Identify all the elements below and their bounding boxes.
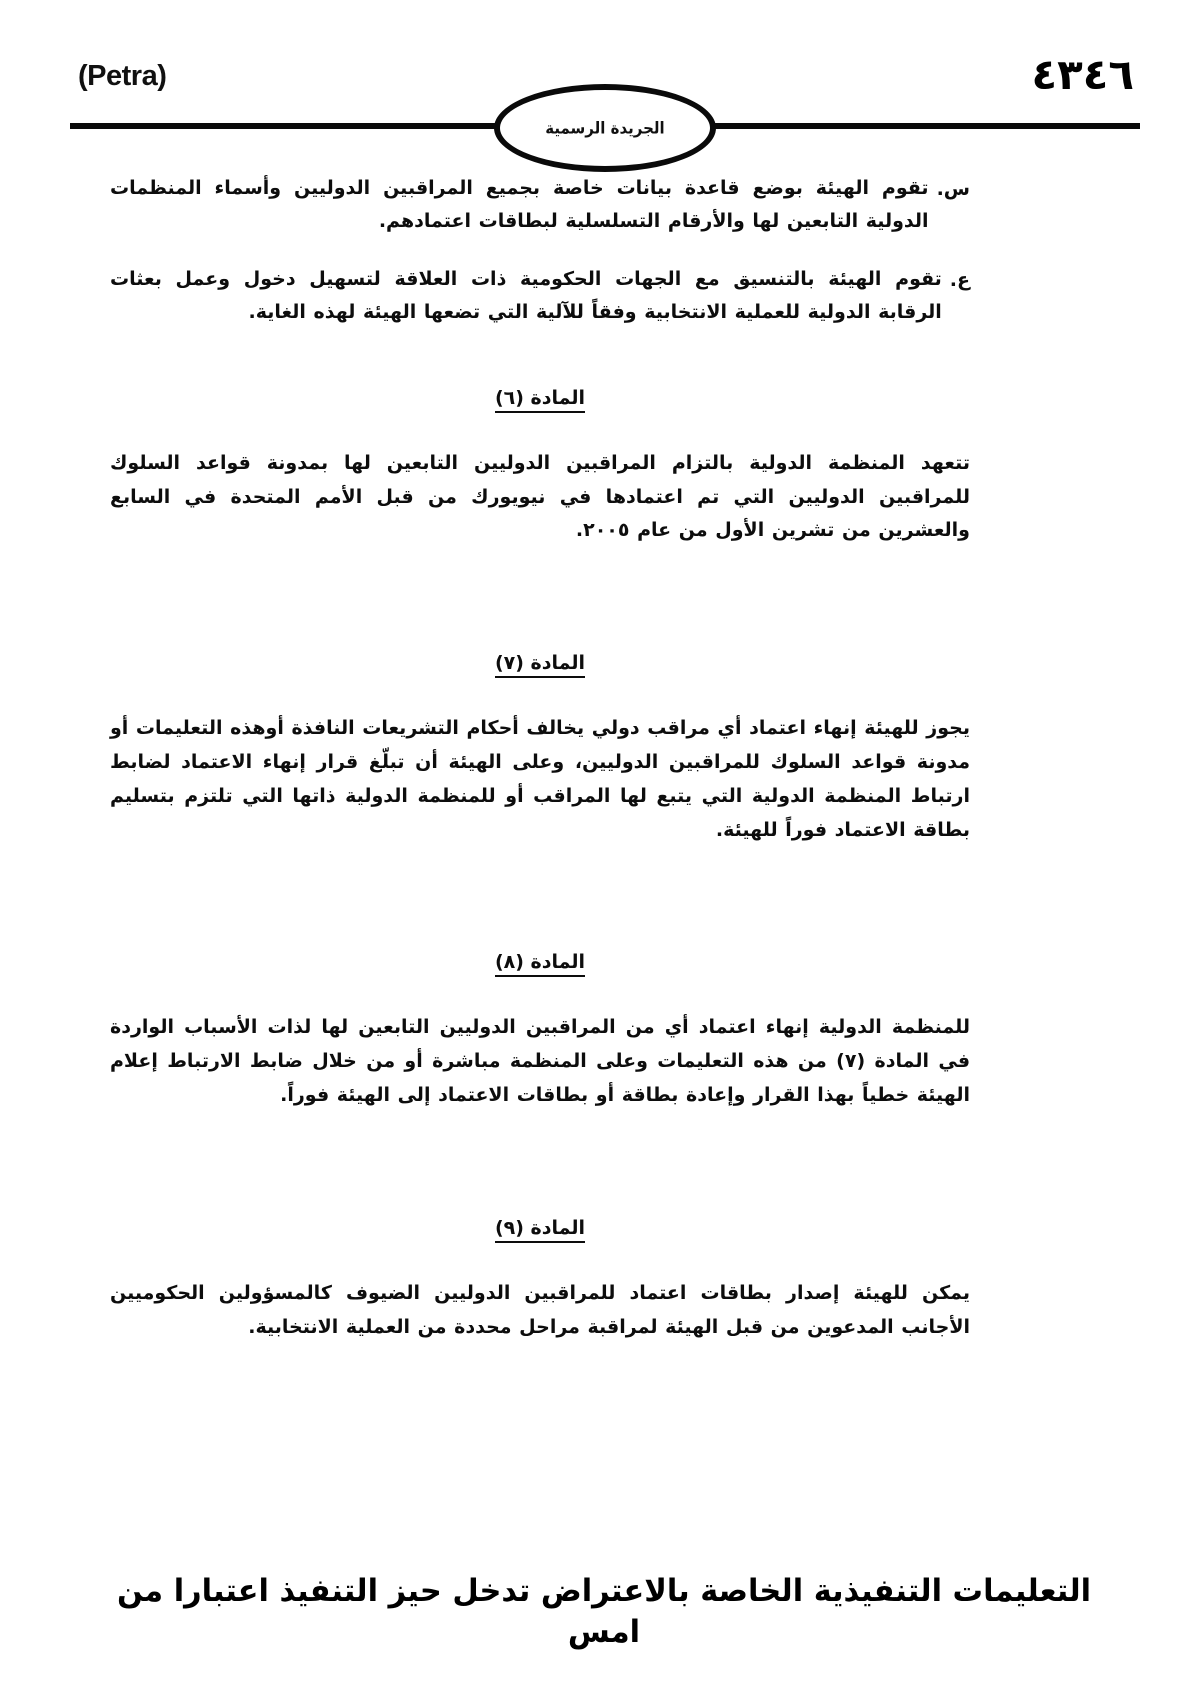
section-spacer	[110, 847, 970, 893]
article-heading	[110, 387, 970, 413]
article-body: يمكن للهيئة إصدار بطاقات اعتماد للمراقبين الدوليين الضيوف كالمسؤولين الحكوميين الأجانب المدعوين من قبل الهيئة لمراقبة مراحل محددة من العملية الانتخابية.	[110, 1281, 970, 1338]
article-section	[110, 387, 970, 548]
article-heading	[110, 951, 970, 977]
clause-marker: ع.	[949, 269, 970, 292]
document-body	[110, 172, 970, 1344]
article-body: يجوز للهيئة إنهاء اعتماد أي مراقب دولي يخالف أحكام التشريعات النافذة أوهذه التعليمات أو مدونة قواعد السلوك للمراقبين الدوليين، وعلى الهيئة أن تبلّغ قرار إنهاء الاعتماد لضابط ارتباط المنظمة الدولية التي يتبع لها المراقب أو للمنظمة الدولية ذاتها التي تلتزم بتسليم بطاقة الاعتماد فوراً للهيئة.	[109, 717, 970, 841]
article-section	[110, 1217, 970, 1345]
rule-segment-right	[648, 123, 1140, 129]
article-heading-label: المادة (٩)	[495, 1217, 585, 1243]
clause-text: تقوم الهيئة بالتنسيق مع الجهات الحكومية ذات العلاقة لتسهيل دخول وعمل بعثات الرقابة الدولية للعملية الانتخابية وفقاً للآلية التي تضعها الهيئة لهذه الغاية.	[110, 268, 942, 324]
clause-item	[110, 172, 970, 237]
article-section	[110, 951, 970, 1112]
clause-marker: س.	[936, 178, 970, 200]
clause-text: تقوم الهيئة بوضع قاعدة بيانات خاصة بجميع المراقبين الدوليين وأسماء المنظمات الدولية التابعين لها والأرقام التسلسلية لبطاقات اعتمادهم.	[110, 177, 929, 232]
gazette-name: الجريدة الرسمية	[545, 118, 665, 138]
article-heading	[110, 1217, 970, 1243]
article-body: للمنظمة الدولية إنهاء اعتماد أي من المراقبين الدوليين التابعين لها لذات الأسباب الواردة في المادة (٧) من هذه التعليمات وعلى المنظمة مباشرة أو من خلال ضابط الارتباط إعلام الهيئة خطياً بهذا القرار وإعادة بطاقة أو بطاقات الاعتماد إلى الهيئة فوراً.	[110, 1016, 971, 1106]
article-heading-label: المادة (٦)	[495, 387, 585, 413]
article-heading	[110, 652, 970, 678]
page-masthead	[70, 44, 1140, 154]
page-number: ٤٣٤٦	[1031, 50, 1134, 99]
clause-item	[110, 263, 970, 328]
rule-segment-left	[70, 123, 566, 129]
article-heading-label: المادة (٨)	[495, 951, 585, 977]
article-heading-label: المادة (٧)	[495, 652, 585, 678]
gazette-emblem	[494, 84, 716, 172]
agency-label: (Petra)	[78, 60, 167, 92]
masthead-rule	[70, 118, 1140, 138]
article-section	[110, 652, 970, 847]
footer-headline: التعليمات التنفيذية الخاصة بالاعتراض تدخل حيز التنفيذ اعتبارا من امس	[116, 1573, 1092, 1650]
section-spacer	[110, 1113, 970, 1159]
section-spacer	[110, 548, 970, 594]
article-body: تتعهد المنظمة الدولية بالتزام المراقبين الدوليين التابعين لها بمدونة قواعد السلوك للمراقبين الدوليين التي تم اعتمادها في نيويورك من قبل الأمم المتحدة في السابع والعشرين من تشرين الأول من عام ٢٠٠٥.	[110, 451, 970, 542]
